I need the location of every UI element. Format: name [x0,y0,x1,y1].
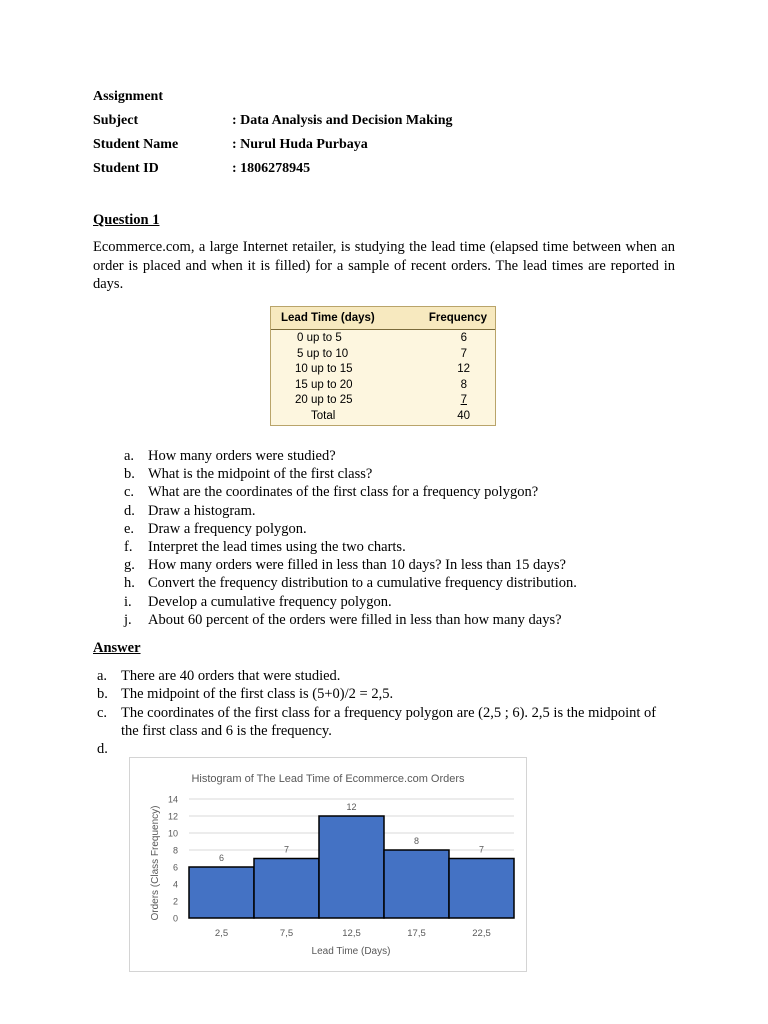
item-text: Convert the frequency distribution to a cumulative frequency distribution. [148,575,577,592]
y-tick-label: 14 [167,794,178,805]
item-text: Develop a cumulative frequency polygon. [148,593,392,610]
y-tick-label: 0 [172,913,178,924]
header-frequency: Frequency [428,312,487,324]
item-letter: f. [124,538,133,555]
histogram-bar [384,850,449,918]
item-text: About 60 percent of the orders were filled in less than how many days? [148,611,562,628]
item-text: The midpoint of the first class is (5+0)/2 = 2,5. [121,686,394,703]
item-letter: c. [124,484,135,501]
subject-value: : Data Analysis and Decision Making [232,113,453,128]
histogram-bar [319,816,384,918]
y-tick-label: 10 [167,828,178,839]
total-label: Total [311,410,336,422]
x-axis-label: Lead Time (Days) [311,946,391,957]
item-text: Interpret the lead times using the two charts. [148,538,406,555]
student-name-label: Student Name [93,137,179,152]
data-label: 8 [413,836,420,846]
item-letter: d. [97,741,108,758]
total-value: 40 [457,410,470,422]
class-cell: 0 up to 5 [297,332,342,344]
freq-cell: 12 [457,363,470,376]
table-row [271,394,495,410]
item-letter: b. [124,466,135,483]
item-letter: a. [97,668,108,684]
item-letter: e. [124,520,135,537]
x-tick-label: 17,5 [407,928,426,939]
assignment-heading: Assignment [93,89,164,104]
freq-cell: 6 [460,332,467,344]
item-text: There are 40 orders that were studied. [121,668,341,684]
table-row [271,348,495,364]
frequency-table [270,306,496,426]
item-letter: i. [124,593,132,610]
y-tick-label: 2 [172,896,178,907]
histogram-bar [449,859,514,919]
table-row [271,332,495,348]
class-cell: 5 up to 10 [297,347,349,360]
item-text: What are the coordinates of the first class for a frequency polygon? [148,484,539,501]
item-text: Draw a histogram. [148,502,256,519]
item-letter: b. [97,686,108,703]
student-id-value: : 1806278945 [232,161,311,176]
freq-cell: 7 [460,347,467,360]
freq-cell: 8 [460,378,467,391]
item-text: Draw a frequency polygon. [148,520,307,537]
y-tick-label: 6 [172,862,178,873]
data-label: 7 [283,844,290,855]
item-text: How many orders were studied? [148,448,336,464]
student-id-label: Student ID [93,161,159,176]
question-text: Ecommerce.com, a large Internet retailer, is studying the lead time (elapsed time between when an order is placed and when it is filled) for a sample of recent orders. The lead times are reported in days. [93,239,675,292]
x-tick-label: 22,5 [472,928,491,939]
bars [189,802,514,918]
item-text: How many orders were filled in less than 10 days? In less than 15 days? [148,557,566,574]
x-tick-label: 2,5 [214,928,229,939]
subject-label: Subject [93,113,139,128]
histogram-chart [129,757,527,972]
x-axis-ticks [215,928,491,939]
histogram-bar [254,859,319,919]
answer-list [97,667,677,758]
answer-item [97,667,677,685]
y-axis-ticks [168,795,178,924]
x-tick-label: 12,5 [342,928,361,939]
header-lead-time: Lead Time (days) [281,312,375,324]
x-tick-label: 7,5 [279,928,294,939]
item-letter: j. [124,611,132,628]
answer-title: Answer [93,640,141,656]
item-letter: a. [124,448,135,464]
y-tick-label: 4 [172,879,178,890]
answer-item [97,704,677,741]
answer-item [97,685,677,703]
table-header [271,307,495,330]
item-letter: d. [124,502,135,519]
student-name-value: : Nurul Huda Purbaya [232,137,368,152]
histogram-bar [189,867,254,918]
item-text: The coordinates of the first class for a frequency polygon are (2,5 ; 6). 2,5 is the midpoint of the first class and 6 is the frequency. [121,704,657,739]
histogram-svg [130,758,526,971]
data-label: 12 [346,802,357,812]
table-total-row [271,410,495,426]
item-letter: g. [124,557,135,574]
item-letter: h. [124,575,135,592]
chart-title: Histogram of The Lead Time of Ecommerce.com Orders [191,773,465,785]
question-title: Question 1 [93,212,160,228]
freq-cell: 7 [460,394,467,407]
item-letter: c. [97,704,108,721]
table-row [271,379,495,395]
item-text: What is the midpoint of the first class? [148,466,373,483]
class-cell: 20 up to 25 [295,394,353,407]
y-tick-label: 8 [172,845,178,856]
table-row [271,363,495,379]
y-tick-label: 12 [167,811,178,822]
y-axis-label: Orders (Class Frequency) [150,805,161,921]
data-label: 7 [478,844,485,855]
class-cell: 15 up to 20 [295,378,353,391]
data-label: 6 [218,853,225,863]
class-cell: 10 up to 15 [295,363,353,376]
